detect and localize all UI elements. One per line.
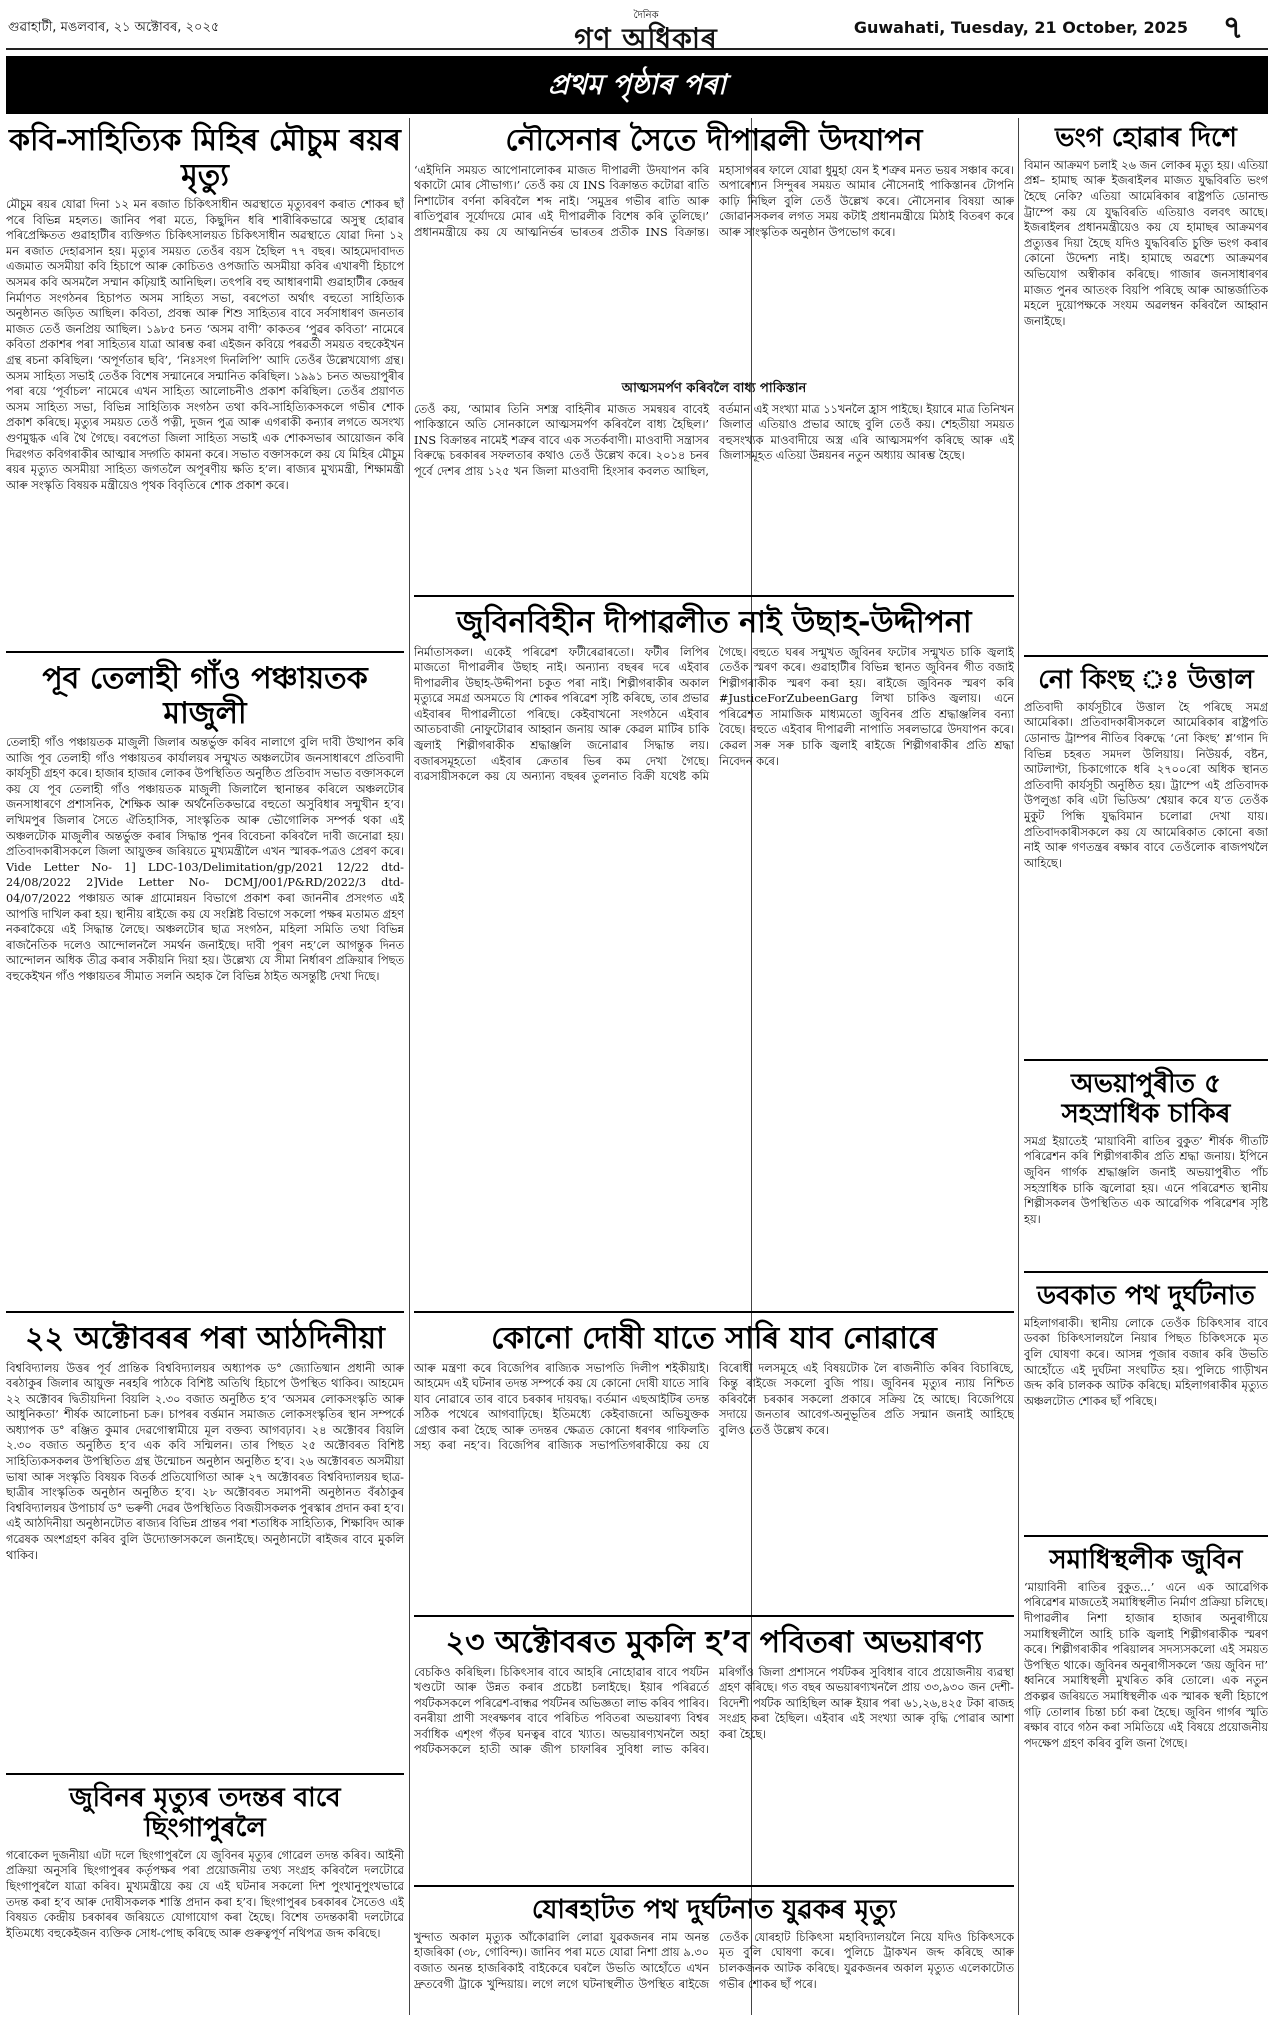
headline: সমাধিস্থলীক জুবিন bbox=[1049, 1545, 1243, 1575]
divider bbox=[6, 1311, 404, 1313]
story-accident-dokat bbox=[1024, 1268, 1268, 1528]
headline: ভংগ হোৱাৰ দিশে bbox=[1055, 123, 1237, 153]
divider bbox=[6, 1773, 404, 1775]
story-accident-jorhat bbox=[414, 1882, 1014, 2017]
divider bbox=[1024, 1535, 1268, 1537]
dateline-assamese: গুৱাহাটী, মঙলবাৰ, ২১ অক্টোবৰ, ২০২৫ bbox=[8, 20, 220, 35]
divider bbox=[6, 651, 404, 653]
headline: জুবিনৰ মৃত্যুৰ তদন্তৰ বাবে ছিংগাপুৰলৈ bbox=[69, 1783, 341, 1843]
headline: ২২ অক্টোবৰৰ পৰা আঠদিনীয়া bbox=[25, 1321, 385, 1356]
subheading: আত্মসমৰ্পণ কৰিবলৈ বাধ্য পাকিস্তান bbox=[621, 380, 807, 396]
story-body: আৰু মন্ত্ৰণা কৰে বিজেপিৰ ৰাজ্যিক সভাপতি দিলীপ শইকীয়াই। আহমেদ এই ঘটনাৰ তদন্ত সম্পৰ্কে কয় যে কোনো দোষী যাতে সাৰি যাব নোৱাৰে তাৰ বাবে চৰকাৰ দায়বদ্ধ। বৰ্তমান এছআইটিৰ তদন্ত সঠিক পথেৰে আগবাঢ়িছে। ইতিমধ্যে কেইবাজনো অভিযুক্তক গ্ৰেপ্তাৰ কৰা হৈছে আৰু তদন্তৰ ক্ষেত্ৰত কোনো ধৰণৰ গাফিলতি সহ্য কৰা নহ’ব। বিজেপিৰ ৰাজ্যিক সভাপতিগৰাকীয়ে কয় যে বিৰোধী দলসমূহে এই বিষয়টোক লৈ ৰাজনীতি কৰিব বিচাৰিছে, কিন্তু ৰাইজে সকলো বুজি পায়। জুবিনৰ মৃত্যুৰ ন্যায় নিশ্চিত কৰিবলৈ চৰকাৰ সকলো প্ৰকাৰে সক্ৰিয় হৈ আছে। বিজেপিয়ে সদায়ে জনতাৰ আবেগ-অনুভূতিৰ প্ৰতি সন্মান জনাই আহিছে বুলিও তেওঁ উল্লেখ কৰে। bbox=[414, 1361, 1014, 1453]
column-left bbox=[6, 118, 404, 2017]
story-body: গৰোকেল দুজনীয়া এটা দলে ছিংগাপুৰলৈ যে জুবিনৰ মৃত্যুৰ গোৱেল তদন্ত কৰিব। আইনী প্ৰক্ৰিয়া অনুসৰি ছিংগাপুৰৰ কৰ্তৃপক্ষৰ পৰা প্ৰয়োজনীয় তথ্য সংগ্ৰহ কৰিবলৈ দলটোৱে ছিংগাপুৰলৈ যাত্ৰা কৰিব। মুখ্যমন্ত্ৰীয়ে কয় যে এই ঘটনাৰ সকলো দিশ পুংখানুপুংখভাৱে তদন্ত কৰা হ’ব আৰু দোষীসকলক শাস্তি প্ৰদান কৰা হ’ব। ছিংগাপুৰৰ চৰকাৰৰ সৈতেও এই বিষয়ত কেন্দ্ৰীয় চৰকাৰৰ জৰিয়তে যোগাযোগ কৰা হৈছে। বিশেষ তদন্তকাৰী দলটোৱে ইতিমধ্যে বহুকেইজন ব্যক্তিক সোধ-পোছ কৰিছে আৰু গুৰুত্বপূৰ্ণ নথিপত্ৰ জব্দ কৰিছে। bbox=[6, 1848, 404, 1940]
divider bbox=[1024, 1271, 1268, 1273]
headline: পূব তেলাহী গাঁও পঞ্চায়তক মাজুলী bbox=[42, 661, 368, 731]
divider bbox=[414, 1885, 1014, 1887]
story-telahi bbox=[6, 648, 404, 1304]
story-body: প্ৰতিবাদী কাৰ্যসূচীৰে উত্তাল হৈ পৰিছে সমগ্ৰ আমেৰিকা। প্ৰতিবাদকাৰীসকলে আমেৰিকাৰ ৰাষ্ট্ৰপতি ডোনাল্ড ট্ৰাম্পৰ নীতিৰ বিৰুদ্ধে ‘নো কিংছ’ শ্ল’গান দি বিভিন্ন চহৰত সমদল উলিয়ায়। নিউয়ৰ্ক, বষ্টন, আটলাণ্টা, চিকাগোকে ধৰি ২৭০০ৰো অধিক স্থানত প্ৰতিবাদী কাৰ্যসূচী অনুষ্ঠিত হয়। ট্ৰাম্পে এই প্ৰতিবাদক উপলুঙা কৰি এটা ভিডিঅ’ শ্বেয়াৰ কৰে য’ত তেওঁক মুকুট পিন্ধি যুদ্ধবিমান চলোৱা দেখা যায়। প্ৰতিবাদকাৰীসকলে কয় যে আমেৰিকাত কোনো ৰজা নাই আৰু গণতন্ত্ৰৰ ৰক্ষাৰ বাবে তেওঁলোক ৰাজপথলৈ আহিছে। bbox=[1024, 700, 1268, 870]
story-body: নিৰ্মাতাসকল। একেই পৰিৱেশ ফটীৰেৱাৰতো। ফটীৰ লিপিৰ মাজতো দীপাৱলীৰ উছাহ নাই। অন্যান্য বছৰৰ দৰে এইবাৰ দীপাৱলীৰ উছাহ-উদ্দীপনা চকুত পৰা নাই। শিল্পীগৰাকীৰ অকাল মৃত্যুৱে সমগ্ৰ অসমতে যি শোকৰ পৰিৱেশ সৃষ্টি কৰিছে, তাৰ প্ৰভাৱ এইবাৰৰ দীপাৱলীতো পৰিছে। কেইবাখনো সংগঠনে এইবাৰ আতচবাজী নোফুটোৱাৰ আহ্বান জনায় আৰু কেৱল মাটিৰ চাকি জ্বলাই শিল্পীগৰাকীক শ্ৰদ্ধাঞ্জলি জনোৱাৰ সিদ্ধান্ত লয়। বজাৰসমূহতো এইবাৰ ক্ৰেতাৰ ভিৰ কম দেখা গৈছে। ব্যৱসায়ীসকলে কয় যে অন্যান্য বছৰৰ তুলনাত বিক্ৰী যথেষ্ট কমি গৈছে। বহুতে ঘৰৰ সন্মুখত জুবিনৰ ফটোৰ সন্মুখত চাকি জ্বলাই তেওঁক স্মৰণ কৰে। গুৱাহাটীৰ বিভিন্ন স্থানত জুবিনৰ গীত বজাই শিল্পীগৰাকীক স্মৰণ কৰা হয়। ৰাইজে জুবিনক স্মৰণ কৰি #JusticeForZubeenGarg লিখা চাকিও জ্বলায়। এনে পৰিৱেশত সামাজিক মাধ্যমতো জুবিনৰ প্ৰতি শ্ৰদ্ধাঞ্জলিৰ বন্যা বৈছে। বহুতে এইবাৰ দীপাৱলী নাপাতি সৰলভাৱে উদযাপন কৰে। কেৱল সৰু সৰু চাকি জ্বলাই ৰাইজে শিল্পীগৰাকীৰ প্ৰতি শ্ৰদ্ধা নিবেদন কৰে। bbox=[414, 645, 1014, 784]
headline: অভয়াপুৰীত ৫ সহস্ৰাধিক চাকিৰ bbox=[1061, 1069, 1231, 1129]
story-no-kings bbox=[1024, 652, 1268, 1052]
column-divider bbox=[409, 118, 410, 2015]
story-no-guilty bbox=[414, 1308, 1014, 1608]
headline: জুবিনবিহীন দীপাৱলীত নাই উছাহ-উদ্দীপনা bbox=[456, 605, 972, 640]
story-body: খুন্দাত অকাল মৃত্যুক আঁকোৱালি লোৱা যুৱকজনৰ নাম অনন্ত হাজৰিকা (৩৮, গোবিন্দ)। জানিব পৰা মতে যোৱা নিশা প্ৰায় ৯.৩০ বজাত অনন্ত হাজৰিকাই বাইকেৰে ঘৰলৈ উভতি আহোঁতে এখন দ্ৰুতবেগী ট্ৰাকে খুন্দিয়ায়। লগে লগে ঘটনাস্থলীত উপস্থিত ৰাইজে তেওঁক যোৰহাট চিকিৎসা মহাবিদ্যালয়লৈ নিয়ে যদিও চিকিৎসকে মৃত বুলি ঘোষণা কৰে। পুলিচে ট্ৰাকখন জব্দ কৰিছে আৰু চালকজনক আটক কৰিছে। যুৱকজনৰ অকাল মৃত্যুত এলেকাটোত গভীৰ শোকৰ ছাঁ পৰে। bbox=[414, 1930, 1014, 1991]
story-body: মহিলাগৰাকী। স্থানীয় লোকে তেওঁক চিকিৎসাৰ বাবে ডবকা চিকিৎসালয়লৈ নিয়াৰ পিছত চিকিৎসকে মৃত বুলি ঘোষণা কৰে। আসন্ন পূজাৰ বজাৰ কৰি উভতি আহোঁতে এই দুৰ্ঘটনা সংঘটিত হয়। পুলিচে গাড়ীখন জব্দ কৰি চালকক আটক কৰিছে। মহিলাগৰাকীৰ মৃত্যুত অঞ্চলটোত শোকৰ ছাঁ পৰিছে। bbox=[1024, 1316, 1268, 1408]
masthead bbox=[486, 8, 806, 53]
headline: নো কিংছ ঃ উত্তাল bbox=[1038, 665, 1254, 695]
story-body: তেলাহী গাঁও পঞ্চায়তক মাজুলী জিলাৰ অন্তৰ্ভুক্ত কৰিব নালাগে বুলি দাবী উত্থাপন কৰি আজি পূব তেলাহী গাঁও পঞ্চায়তৰ কাৰ্যালয়ৰ সন্মুখত অঞ্চলটোৰ জনসাধাৰণে প্ৰতিবাদী কাৰ্যসূচী গ্ৰহণ কৰে। হাজাৰ হাজাৰ লোকৰ উপস্থিতিত অনুষ্ঠিত প্ৰতিবাদ সভাত বক্তাসকলে কয় যে পূব তেলাহী গাঁও পঞ্চায়তক মাজুলী জিলালৈ স্থানান্তৰ কৰিলে অঞ্চলটোৰ জনসাধাৰণে প্ৰশাসনিক, শৈক্ষিক আৰু অৰ্থনৈতিকভাৱে বহুতো অসুবিধাৰ সন্মুখীন হ’ব। লখিমপুৰ জিলাৰ সৈতে ঐতিহাসিক, সাংস্কৃতিক আৰু ভৌগোলিক সম্পৰ্ক থকা এই অঞ্চলটোক মাজুলীৰ অন্তৰ্ভুক্ত কৰাৰ সিদ্ধান্ত পুনৰ বিবেচনা কৰিবলৈ দাবী জনোৱা হয়। প্ৰতিবাদকাৰীসকলে জিলা আয়ুক্তৰ জৰিয়তে মুখ্যমন্ত্ৰীলৈ এখন স্মাৰক-পত্ৰও প্ৰেৰণ কৰে। Vide Letter No- 1] LDC-103/Delimitation/gp/2021 12/22 dtd-24/08/2022 2]Vide Letter No- DCMJ/001/P&RD/2022/3 dtd- 04/07/2022 পঞ্চায়ত আৰু গ্ৰামোন্নয়ন বিভাগে প্ৰকাশ কৰা জাননীৰ প্ৰসংগত এই আপত্তি দাখিল কৰা হয়। স্থানীয় ৰাইজে কয় যে সংশ্লিষ্ট বিভাগে সকলো পক্ষৰ মতামত গ্ৰহণ নকৰাকৈয়ে এই সিদ্ধান্ত লৈছে। অঞ্চলটোৰ ছাত্ৰ সংগঠন, মহিলা সমিতি তথা বিভিন্ন ৰাজনৈতিক দলেও আন্দোলনলৈ সমৰ্থন জনাইছে। দাবী পূৰণ নহ’লে আগন্তুক দিনত আন্দোলন অধিক তীব্ৰ কৰাৰ সকীয়নি দিয়া হয়। উল্লেখ্য যে সীমা নিৰ্ধাৰণ প্ৰক্ৰিয়াৰ পিছত বহুকেইখন গাঁও পঞ্চায়তৰ সীমাত সলনি অহাক লৈ বিভিন্ন ঠাইত অসন্তুষ্টি দেখা দিছে। bbox=[6, 736, 404, 983]
headline: কোনো দোষী যাতে সাৰি যাব নোৱাৰে bbox=[491, 1321, 937, 1356]
story-memorial bbox=[1024, 1532, 1268, 2017]
story-week bbox=[6, 1308, 404, 1766]
story-body: ‘এইদিনি সময়ত আপোনালোকৰ মাজত দীপাৱলী উদযাপন কৰি থকাটো মোৰ সৌভাগ্য।’ তেওঁ কয় যে INS বিক্ৰান্তত কটোৱা ৰাতি নিশাটোৰ বৰ্ণনা কৰিবলৈ শব্দ নাই। ‘সমুদ্ৰৰ গভীৰ ৰাতি আৰু ৰাতিপুৱাৰ সূৰ্যোদয়ে মোৰ এই দীপাৱলীক বিশেষ কৰি তুলিছে।’ প্ৰধানমন্ত্ৰীয়ে কয় যে আত্মনিৰ্ভৰ ভাৰতৰ প্ৰতীক INS বিক্ৰান্ত। মহাসাগৰৰ ফালে যোৱা ধুমুহা যেন ই শত্ৰুৰ মনত ভয়ৰ সঞ্চাৰ কৰে। অপাৰেশ্যন সিন্দুৰৰ সময়ত আমাৰ নৌসেনাই পাকিস্তানৰ টোপনি কাঢ়ি নিছিল বুলি তেওঁ উল্লেখ কৰে। নৌসেনাৰ বিষয়া আৰু জোৱানসকলৰ লগত সময় কটাই প্ৰধানমন্ত্ৰীয়ে মিঠাই বিতৰণ কৰে আৰু সাংস্কৃতিক অনুষ্ঠান উপভোগ কৰে। bbox=[414, 163, 1014, 239]
headline: ডবকাত পথ দুৰ্ঘটনাত bbox=[1037, 1281, 1255, 1311]
story-body: মৌচুম ৰয়ৰ যোৱা দিনা ১২ মন ৰজাত চিকিৎসাধীন অৱস্থাতে মৃত্যুবৰণ কৰাত শোকৰ ছাঁ পৰে বিভিন্ন মহলত। জানিব পৰা মতে, কিছুদিন ধৰি শাৰীৰিকভাৱে অসুস্থ হোৱাৰ পৰিপ্ৰেক্ষিতত গুৱাহাটীৰ ব্যক্তিগত চিকিৎসালয়ত চিকিৎসাধীন অৱস্থাতে যোৱা দিনা ১২ মন ৰজাত দেহাৱসান হয়। মৃত্যুৰ সময়ত তেওঁৰ বয়স হৈছিল ৭৭ বছৰ। আহমেদাবাদত এজমাত অসমীয়া কবি হিচাপে আৰু কোচিতও ওপজাতি অসমীয়া কবিৰ এখাৰণী হিচাপে অসমৰ কবি অসমলৈ সম্মান কঢ়িয়াই আনিছিল। তৎপৰি বহু আধাৰণামী গুৱাহাটীৰ কেন্দ্ৰৰ নিৰ্মাণত সংগঠনৰ হিচাপত অসম সাহিত্য সভা, বৰপেতা অৰ্থাৎ বহুতো সাহিত্যিক অনুষ্ঠানত জড়িত আছিল। কবিতা, প্ৰবন্ধ আৰু শিশু সাহিত্যৰ বাবে সৰ্বসাধাৰণ জনতাৰ মাজত তেওঁ জনপ্ৰিয় আছিল। ১৯৮৫ চনত ‘অসম বাণী’ কাকতৰ ‘পুৱৰ কবিতা’ নামেৰে কবিতা প্ৰকাশৰ পৰা সাহিত্যৰ যাত্ৰা আৰম্ভ কৰা এইজন কবিয়ে পৰৱৰ্তী সময়ত বহুকেইখন গ্ৰন্থ ৰচনা কৰিছিল। ‘অপূৰ্ণতাৰ ছবি’, ‘নিঃসংগ দিনলিপি’ আদি তেওঁৰ উল্লেখযোগ্য গ্ৰন্থ। অসম সাহিত্য সভাই তেওঁক বিশেষ সন্মানেৰে সন্মানিত কৰিছিল। ১৯৯১ চনত অভয়াপুৰীৰ পৰা ৰয়ে ‘পূৰ্বাচল’ নামেৰে এখন সাহিত্য আলোচনীও প্ৰকাশ কৰিছিল। তেওঁৰ প্ৰয়াণত অসম সাহিত্য সভা, বিভিন্ন সাহিত্যিক সংগঠন তথা কবি-সাহিত্যিকসকলে গভীৰ শোক প্ৰকাশ কৰিছে। মৃত্যুৰ সময়ত তেওঁ পত্নী, দুজন পুত্ৰ আৰু এগৰাকী কন্যাৰ লগতে অসংখ্য গুণমুগ্ধক এৰি থৈ গৈছে। বৰপেতা জিলা সাহিত্য সভাই এক শোকসভাৰ আয়োজন কৰি দিৱংগত কবিগৰাকীৰ আত্মাৰ সদ্গতি কামনা কৰে। সভাত বক্তাসকলে কয় যে মিহিৰ মৌচুম ৰয়ৰ মৃত্যুত অসমীয়া সাহিত্য জগতলৈ অপূৰণীয় ক্ষতি হ’ল। ৰাজ্যৰ মুখ্যমন্ত্ৰী, শিক্ষামন্ত্ৰী আৰু সংস্কৃতি বিষয়ক মন্ত্ৰীয়েও পৃথক বিবৃতিৰে শোক প্ৰকাশ কৰে। bbox=[6, 198, 404, 492]
divider bbox=[414, 1311, 1014, 1313]
dateline-english: Guwahati, Tuesday, 21 October, 2025 bbox=[853, 18, 1188, 37]
divider bbox=[1024, 1059, 1268, 1061]
story-body: বেচকিও কৰিছিল। চিকিৎসাৰ বাবে আহৰি নোহোৱাৰ বাবে পৰ্যটন খণ্ডটো আৰু উন্নত কৰাৰ প্ৰচেষ্টা চলাইছে। ইয়াৰ পৰিৱৰ্তে পৰ্যটকসকলে পৰিৱেশ-বান্ধৱ পৰ্যটনৰ অভিজ্ঞতা লাভ কৰিব পাৰিব। বনৰীয়া প্ৰাণী সংৰক্ষণৰ বাবে পৰিচিত পবিতৰা অভয়াৰণ্য বিশ্বৰ সৰ্বাধিক এশৃংগ গঁড়ৰ ঘনত্বৰ বাবে খ্যাত। অভয়াৰণ্যখনলৈ অহা পৰ্যটকসকলে হাতী আৰু জীপ চাফাৰিৰ সুবিধা লাভ কৰিব। মৰিগাঁও জিলা প্ৰশাসনে পৰ্যটকৰ সুবিধাৰ বাবে প্ৰয়োজনীয় ব্যৱস্থা গ্ৰহণ কৰিছে। গত বছৰ অভয়াৰণ্যখনলৈ প্ৰায় ৩৩,৯৩০ জন দেশী-বিদেশী পৰ্যটক আহিছিল আৰু ইয়াৰ পৰা ৬১,২৬,৪২৫ টকা ৰাজহ সংগ্ৰহ কৰা হৈছিল। এইবাৰ এই সংখ্যা আৰু বৃদ্ধি পোৱাৰ আশা কৰা হৈছে। bbox=[414, 1665, 1014, 1757]
divider bbox=[414, 1615, 1014, 1617]
page-header bbox=[6, 6, 1268, 55]
story-body: ‘মায়াবিনী ৰাতিৰ বুকুত...’ এনে এক আৱেগিক পৰিৱেশৰ মাজতেই সমাধিস্থলীত নিৰ্মাণ প্ৰক্ৰিয়া চলিছে। দীপাৱলীৰ নিশা হাজাৰ হাজাৰ অনুৰাগীয়ে সমাধিস্থলীলৈ আহি চাকি জ্বলাই শিল্পীগৰাকীক স্মৰণ কৰে। শিল্পীগৰাকীৰ পৰিয়ালৰ সদস্যসকলো এই সময়ত উপস্থিত থাকে। জুবিনৰ অনুৰাগীসকলে ‘জয় জুবিন দা’ ধ্বনিৰে সমাধিস্থলী মুখৰিত কৰি তোলে। এক নতুন প্ৰকল্পৰ জৰিয়তে সমাধিস্থলীক এক স্মাৰক স্থলী হিচাপে গঢ়ি তোলাৰ চিন্তা চৰ্চা কৰা হৈছে। জুবিন গাৰ্গৰ স্মৃতি ৰক্ষাৰ বাবে গঠন কৰা সমিতিয়ে এই বিষয়ে প্ৰয়োজনীয় পদক্ষেপ গ্ৰহণ কৰিব বুলি জনা গৈছে। bbox=[1024, 1580, 1268, 1750]
story-direction bbox=[1024, 118, 1268, 648]
story-diwali bbox=[414, 118, 1014, 588]
headline: নৌসেনাৰ সৈতে দীপাৱলী উদযাপন bbox=[505, 123, 923, 158]
masthead-small: দৈনিক bbox=[633, 10, 659, 21]
divider bbox=[414, 595, 1014, 597]
section-banner: প্ৰথম পৃষ্ঠাৰ পৰা bbox=[6, 56, 1268, 114]
masthead-title: গণ অধিকাৰ bbox=[574, 22, 718, 55]
story-sanctuary bbox=[414, 1612, 1014, 1878]
story-jobs bbox=[1024, 1056, 1268, 1264]
story-poet bbox=[6, 118, 404, 644]
headline: কবি-সাহিত্যিক মিহিৰ মৌচুম ৰয়ৰ মৃত্যু bbox=[9, 123, 401, 193]
story-body: বিমান আক্ৰমণ চলাই ২৬ জন লোকৰ মৃত্যু হয়। এতিয়া প্ৰশ্ন– হামাছ আৰু ইজৰাইলৰ মাজত যুদ্ধবিৰতি ভংগ হৈছে নেকি? এতিয়া আমেৰিকাৰ ৰাষ্ট্ৰপতি ডোনাল্ড ট্ৰাম্পে কয় যে যুদ্ধবিৰতি এতিয়াও বলবৎ আছে। ইজৰাইলৰ প্ৰধানমন্ত্ৰীয়েও কয় যে হামাছৰ আক্ৰমণৰ প্ৰত্যুত্তৰ দিয়া হৈছে যদিও যুদ্ধবিৰতি চুক্তি ভংগ কৰাৰ কোনো উদ্দেশ্য নাই। হামাছে অৱশ্যে আক্ৰমণৰ অভিযোগ অস্বীকাৰ কৰিছে। গাজাৰ জনসাধাৰণৰ মাজত পুনৰ আতংক বিয়পি পৰিছে আৰু আন্তৰ্জাতিক মহলে দুয়োপক্ষকে সংযম অৱলম্বন কৰিবলৈ আহ্বান জনাইছে। bbox=[1024, 158, 1268, 328]
story-body: বিশ্ববিদ্যালয় উত্তৰ পূৰ্ব প্ৰান্তিক বিশ্ববিদ্যালয়ৰ অধ্যাপক ড° জ্যোতিষ্মান প্ৰধানী আৰু বৰঠাকুৰ জিলাৰ আয়ুক্ত নৰহৰি পাঠকে বিশিষ্ট অতিথি হিচাপে উপস্থিত থাকিব। আহমেদ ২২ অক্টোবৰ দ্বিতীয়দিনা বিয়লি ২.৩০ বজাত অনুষ্ঠিত হ’ব ‘অসমৰ লোকসংস্কৃতি আৰু আধুনিকতা’ শীৰ্ষক আলোচনা চক্ৰ। চাপৰৰ বৰ্ত্তমান সমাজত লোকসংস্কৃতিৰ স্থান সম্পৰ্কে অধ্যাপক ড° ৰঞ্জিত কুমাৰ দেৱগোস্বামীয়ে মূল বক্তব্য আগবঢ়াব। ২৪ অক্টোবৰ বিয়লি ২.৩০ বজাত অনুষ্ঠিত হ’ব এক কবি সন্মিলন। তাৰ পিছত ২৫ অক্টোবৰত বিশিষ্ট সাহিত্যিকসকলৰ উপস্থিতিত গ্ৰন্থ উন্মোচন অনুষ্ঠান অনুষ্ঠিত হ’ব। ২৬ অক্টোবৰত অসমীয়া ভাষা আৰু সংস্কৃতি বিষয়ক বিতৰ্ক প্ৰতিযোগিতা আৰু ২৭ অক্টোবৰত বিশ্ববিদ্যালয়ৰ ছাত্ৰ-ছাত্ৰীৰ সাংস্কৃতিক অনুষ্ঠান অনুষ্ঠিত হ’ব। ২৮ অক্টোবৰত সমাপনী অনুষ্ঠানত বঁৰঠাকুৰ বিশ্ববিদ্যালয়ৰ উপাচাৰ্য ড° ভৰুণী দেৱৰ উপস্থিতিত বিজয়ীসকলক পুৰস্কাৰ প্ৰদান কৰা হ’ব। এই আঠদিনীয়া অনুষ্ঠানটোত ৰাজ্যৰ বিভিন্ন প্ৰান্তৰ পৰা শতাধিক সাহিত্যিক, শিক্ষাবিদ আৰু গৱেষক অংশগ্ৰহণ কৰিব বুলি উদ্যোক্তাসকলে জনাইছে। অনুষ্ঠানটো ৰাইজৰ বাবে মুকলি থাকিব। bbox=[6, 1361, 404, 1562]
headline: যোৰহাটত পথ দুৰ্ঘটনাত যুৱকৰ মৃত্যু bbox=[531, 1895, 897, 1925]
page-number: ৭ bbox=[1222, 8, 1244, 46]
column-right bbox=[1024, 118, 1268, 2017]
story-body: সমগ্ৰ ইয়াতেই ‘মায়াবিনী ৰাতিৰ বুকুত’ শীৰ্ষক গীতটি পৰিৱেশন কৰি শিল্পীগৰাকীৰ প্ৰতি শ্ৰদ্ধা জনায়। ইপিনে জুবিন গাৰ্গক শ্ৰদ্ধাঞ্জলি জনাই অভয়াপুৰীত পাঁচ সহস্ৰাধিক চাকি জ্বলোৱা হয়। এনে পৰিৱেশত স্থানীয় শিল্পীসকলৰ উপস্থিতিত এক আৱেগিক পৰিৱেশৰ সৃষ্টি হয়। bbox=[1024, 1134, 1268, 1226]
story-zubeen-probe bbox=[6, 1770, 404, 2017]
story-body-continued: তেওঁ কয়, ‘আমাৰ তিনি সশস্ত্ৰ বাহিনীৰ মাজত সমন্বয়ৰ বাবেই পাকিস্তানে অতি সোনকালে আত্মসমৰ্পণ কৰিবলৈ বাধ্য হৈছিল।’ INS বিক্ৰান্তৰ নামেই শত্ৰুৰ বাবে এক সতৰ্কবাণী। মাওবাদী সন্ত্ৰাসৰ বিৰুদ্ধে চৰকাৰৰ সফলতাৰ কথাও তেওঁ উল্লেখ কৰে। ২০১৪ চনৰ পূৰ্বে দেশৰ প্ৰায় ১২৫ খন জিলা মাওবাদী হিংসাৰ কবলত আছিল, বৰ্তমান এই সংখ্যা মাত্ৰ ১১খনলৈ হ্ৰাস পাইছে। ইয়াৰে মাত্ৰ তিনিখন জিলাত এতিয়াও প্ৰভাৱ আছে বুলি তেওঁ কয়। শেহতীয়া সময়ত বহুসংখ্যক মাওবাদীয়ে অস্ত্ৰ এৰি আত্মসমৰ্পণ কৰিছে আৰু এই জিলাসমূহত এতিয়া উন্নয়নৰ নতুন অধ্যায় আৰম্ভ হৈছে। bbox=[414, 402, 1014, 478]
column-center bbox=[414, 118, 1014, 2017]
story-festival bbox=[414, 592, 1014, 1304]
divider bbox=[1024, 655, 1268, 657]
headline: ২৩ অক্টোবৰত মুকলি হ’ব পবিতৰা অভয়াৰণ্য bbox=[445, 1625, 983, 1660]
column-divider bbox=[1018, 118, 1019, 2015]
